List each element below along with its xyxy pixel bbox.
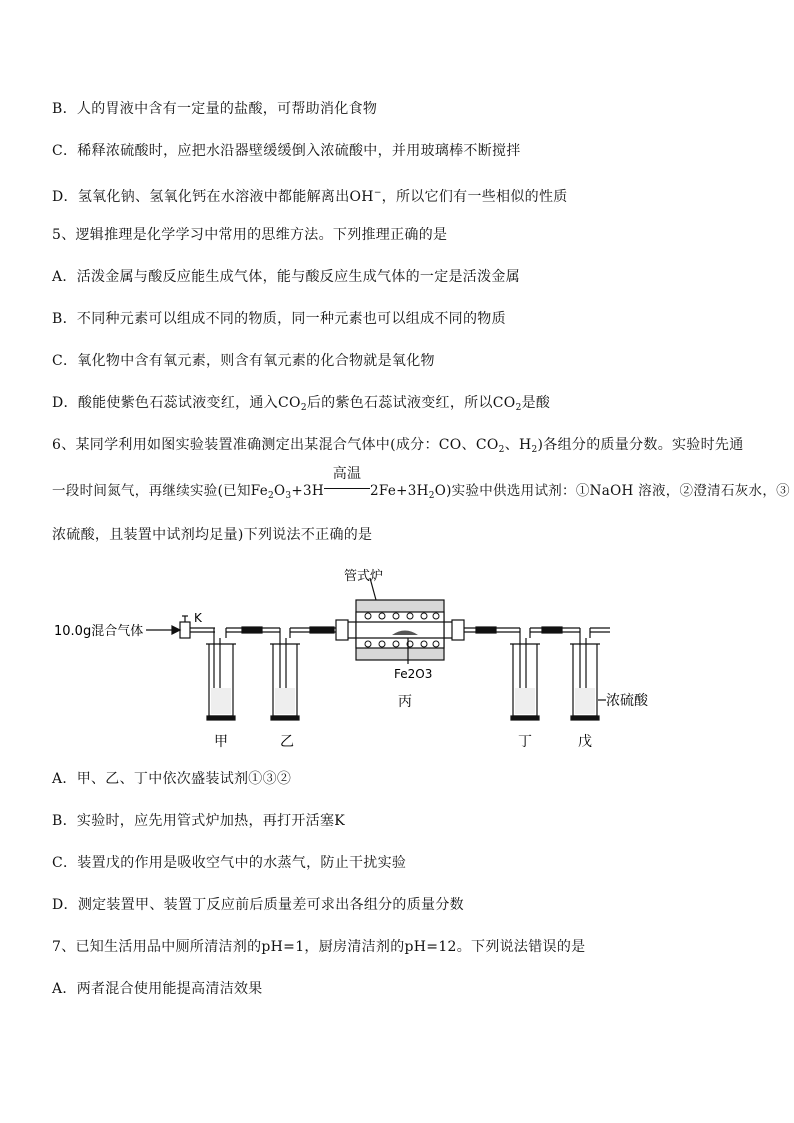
question-7-option-a: A．两者混合使用能提高清洁效果: [52, 981, 263, 997]
q4d-text: D．氢氧化钠、氢氧化钙在水溶液中都能解离出OH: [52, 189, 374, 205]
q6-l1-b: 、H: [504, 437, 532, 453]
q6-l2-e: O)实验中供选用试剂：①NaOH 溶液，②澄清石灰水，③: [434, 483, 790, 499]
q5d-text-3: 是酸: [521, 395, 551, 411]
q5d-text-2: 后的紫色石蕊试液变红，所以CO: [306, 395, 516, 411]
acid-label: 浓硫酸: [606, 693, 648, 709]
apparatus-diagram: [0, 560, 794, 760]
q4d-text-post: ，所以它们有一些相似的性质: [381, 189, 568, 205]
question-5-option-b: B．不同种元素可以组成不同的物质，同一种元素也可以组成不同的物质: [52, 311, 506, 327]
question-6-option-a: A．甲、乙、丁中依次盛装试剂①③②: [52, 771, 292, 787]
connector: [476, 627, 496, 633]
subscript: 2: [515, 403, 522, 413]
q5d-text-1: D．酸能使紫色石蕊试液变红，通入CO: [52, 395, 301, 411]
question-5-option-a: A．活泼金属与酸反应能生成气体，能与酸反应生成气体的一定是活泼金属: [52, 269, 521, 285]
q4d-superscript: −: [373, 188, 382, 198]
label-ding: 丁: [518, 734, 532, 750]
q6-l2-b: O: [274, 483, 286, 499]
q6-l2-a: 一段时间氮气，再继续实验(已知Fe: [52, 483, 268, 499]
subscript: 2: [498, 445, 505, 455]
oxide-label: Fe2O3: [394, 667, 433, 681]
reaction-condition-text: 高温: [332, 466, 362, 482]
reaction-arrow-line: [324, 488, 370, 497]
tube-furnace: [336, 600, 464, 660]
q6-l1-c: )各组分的质量分数。实验时先通: [537, 437, 744, 453]
question-4-option-c: C．稀释浓硫酸时，应把水沿器壁缓缓倒入浓硫酸中，并用玻璃棒不断搅拌: [52, 143, 521, 159]
label-wu: 戊: [578, 734, 592, 750]
question-5-option-d: [52, 394, 550, 417]
question-6-stem-line-2: [52, 466, 790, 505]
question-6-option-c: C．装置戊的作用是吸收空气中的水蒸气，防止干扰实验: [52, 855, 407, 871]
question-5-option-c: C．氧化物中含有氧元素，则含有氧元素的化合物就是氧化物: [52, 353, 435, 369]
label-yi: 乙: [280, 734, 294, 750]
q6-l2-d: 2Fe+3H: [370, 483, 429, 499]
question-6-stem-line-1: [52, 436, 744, 459]
furnace-label: 管式炉: [344, 569, 384, 584]
valve-label: K: [194, 611, 202, 625]
valve-k: [180, 622, 190, 638]
label-jia: 甲: [214, 734, 228, 750]
inlet-arrow-head: [172, 626, 180, 634]
question-6-stem-line-3: 浓硫酸，且装置中试剂均足量)下列说法不正确的是: [52, 527, 373, 543]
question-4-option-d: [52, 184, 568, 206]
subscript: 2: [428, 491, 435, 501]
question-6-option-d: D．测定装置甲、装置丁反应前后质量差可求出各组分的质量分数: [52, 897, 464, 913]
question-5-stem: 5、逻辑推理是化学学习中常用的思维方法。下列推理正确的是: [52, 227, 448, 243]
gas-label: 10.0g混合气体: [54, 624, 144, 639]
connector: [542, 627, 562, 633]
subscript: 2: [300, 403, 307, 413]
question-4-option-b: B．人的胃液中含有一定量的盐酸，可帮助消化食物: [52, 101, 378, 117]
reaction-condition: [324, 466, 370, 497]
subscript: 3: [285, 491, 292, 501]
q6-l2-c: +3H: [291, 483, 324, 499]
subscript: 2: [531, 445, 538, 455]
question-6-option-b: B．实验时，应先用管式炉加热，再打开活塞K: [52, 813, 346, 829]
q6-l1-a: 6、某同学利用如图实验装置准确测定出某混合气体中(成分：CO、CO: [52, 437, 499, 453]
subscript: 2: [267, 491, 275, 501]
label-bing: 丙: [398, 694, 412, 710]
question-7-stem: 7、已知生活用品中厕所清洁剂的pH=1，厨房清洁剂的pH=12。下列说法错误的是: [52, 939, 586, 955]
